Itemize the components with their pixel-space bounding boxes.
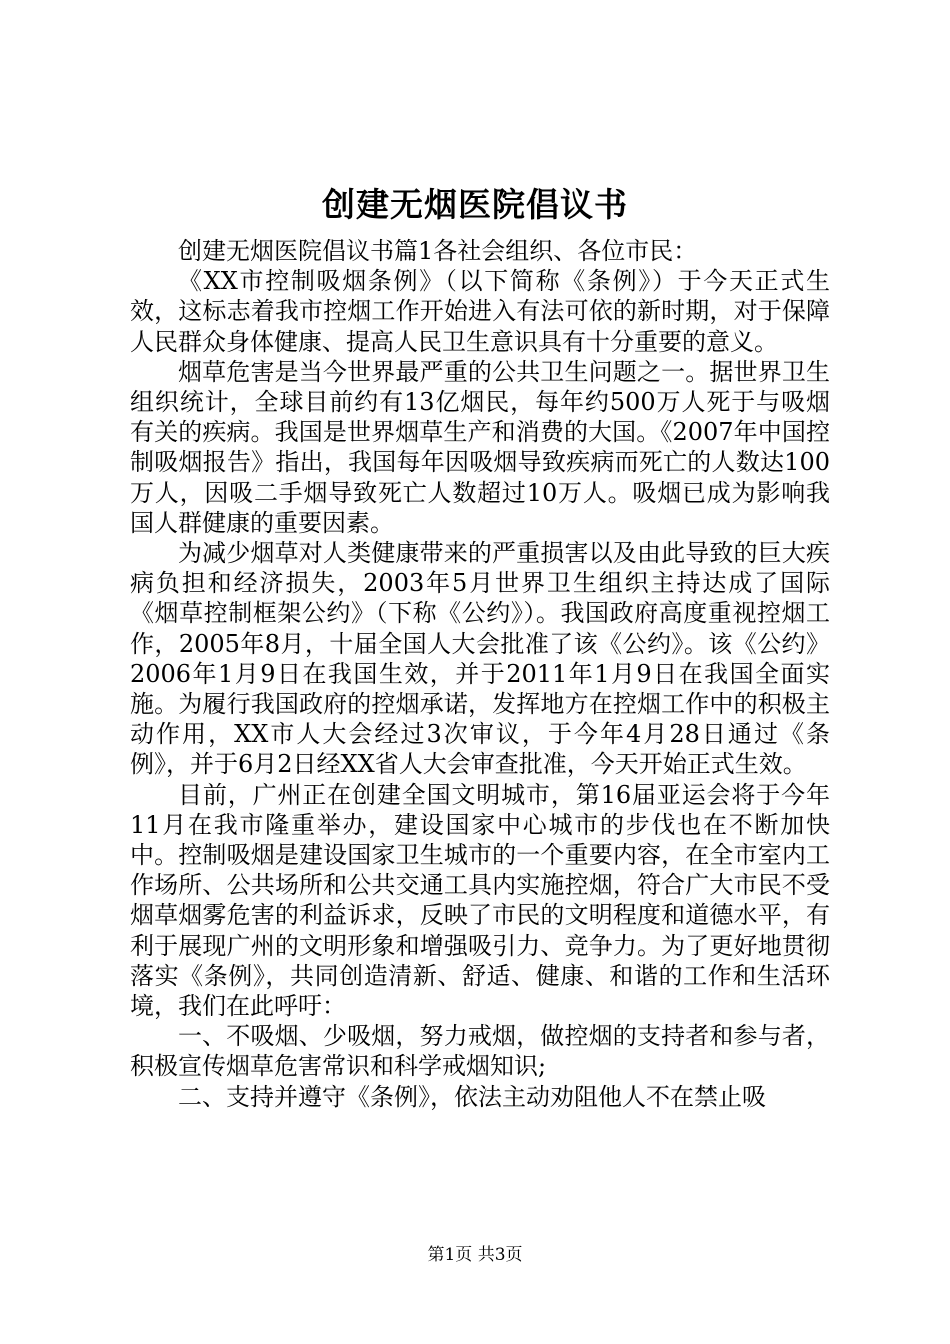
page-number-footer: 第1页 共3页	[427, 1245, 523, 1265]
paragraph-5: 一、不吸烟、少吸烟，努力戒烟，做控烟的支持者和参与者，积极宣传烟草危害常识和科学戒烟知识;	[130, 1022, 830, 1081]
paragraph-3: 为减少烟草对人类健康带来的严重损害以及由此导致的巨大疾病负担和经济损失，2003年5月世界卫生组织主持达成了国际《烟草控制框架公约》（下称《公约》）。我国政府高度重视控烟工作，2005年8月，十届全国人大会批准了该《公约》。该《公约》2006年1月9日在我国生效，并于2011年1月9日在我国全面实施。为履行我国政府的控烟承诺，发挥地方在控烟工作中的积极主动作用，XX市人大会经过3次审议，于今年4月28日通过《条例》，并于6月2日经XX省人大会审查批准，今天开始正式生效。	[130, 539, 830, 779]
paragraph-1: 《XX市控制吸烟条例》（以下简称《条例》）于今天正式生效，这标志着我市控烟工作开始进入有法可依的新时期，对于保障人民群众身体健康、提高人民卫生意识具有十分重要的意义。	[130, 267, 830, 356]
paragraph-6: 二、支持并遵守《条例》，依法主动劝阻他人不在禁止吸	[178, 1082, 766, 1111]
paragraph-salutation: 创建无烟医院倡议书篇1各社会组织、各位市民：	[178, 237, 698, 265]
paragraph-4: 目前，广州正在创建全国文明城市，第16届亚运会将于今年11月在我市隆重举办，建设国家中心城市的步伐也在不断加快中。控制吸烟是建设国家卫生城市的一个重要内容，在全市室内工作场所、公共场所和公共交通工具内实施控烟，符合广大市民不受烟草烟雾危害的利益诉求，反映了市民的文明程度和道德水平，有利于展现广州的文明形象和增强吸引力、竞争力。为了更好地贯彻落实《条例》，共同创造清新、舒适、健康、和谐的工作和生活环境，我们在此呼吁：	[130, 780, 830, 1021]
paragraph-2: 烟草危害是当今世界最严重的公共卫生问题之一。据世界卫生组织统计，全球目前约有13亿烟民，每年约500万人死于与吸烟有关的疾病。我国是世界烟草生产和消费的大国。《2007年中国控制吸烟报告》指出，我国每年因吸烟导致疾病而死亡的人数达100万人，因吸二手烟导致死亡人数超过10万人。吸烟已成为影响我国人群健康的重要因素。	[130, 357, 830, 537]
document-body	[130, 236, 830, 1112]
document-title: 创建无烟医院倡议书	[322, 185, 628, 224]
